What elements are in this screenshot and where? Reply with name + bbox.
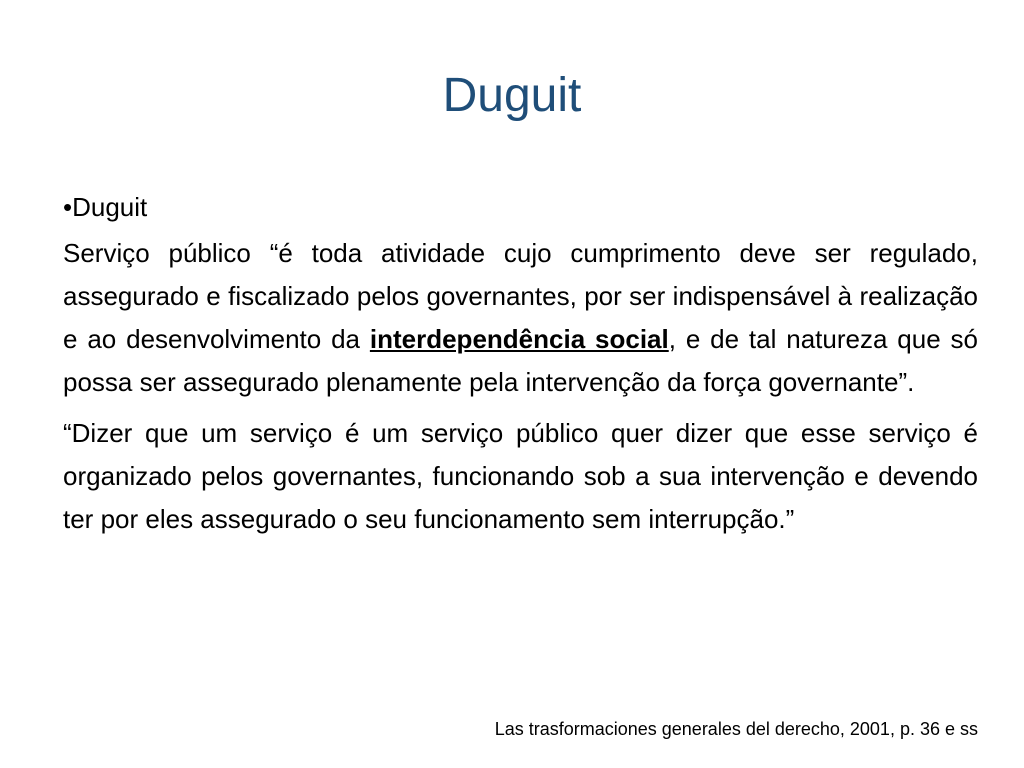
bullet-text: Duguit <box>72 192 148 222</box>
slide-title: Duguit <box>442 69 582 122</box>
definition-text-end: , e de tal natureza que só possa ser assegurado plenamente pela intervenção da força governante”. <box>63 324 978 397</box>
quote-paragraph: “Dizer que um serviço é um serviço público quer dizer que esse serviço é organizado pelos governantes, funcionando sob a sua intervenção e devendo ter por eles assegurado o seu funcionamento sem interrupção.” <box>63 418 978 534</box>
slide-body <box>63 186 978 541</box>
definition-paragraph <box>63 232 978 404</box>
bullet-item <box>63 186 978 229</box>
emphasized-term: interdependência social <box>369 324 669 354</box>
definition-text-start: Serviço público “é toda atividade cujo cumprimento deve ser regulado, assegurado e fiscalizado pelos governantes, por ser indispensável à realização e ao desenvolvimento da <box>63 238 978 354</box>
citation: Las trasformaciones generales del derecho, 2001, p. 36 e ss <box>494 719 978 739</box>
bullet-marker: • <box>63 192 73 222</box>
